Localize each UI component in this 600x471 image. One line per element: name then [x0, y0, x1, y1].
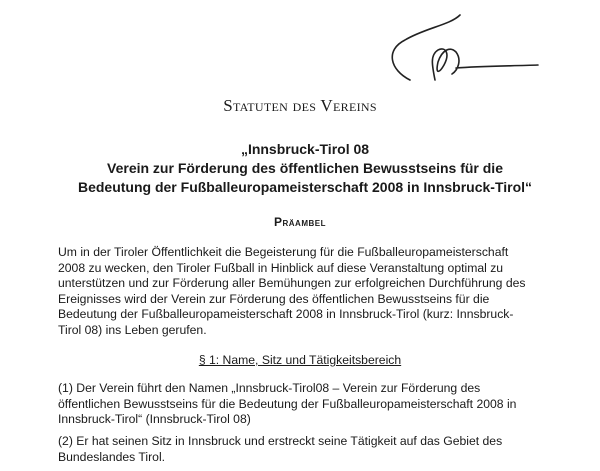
text-line: öffentlichen Bewusstseins für die Bedeutung der Fußballeuropameisterschaft 2008 in [58, 396, 517, 411]
text-line: Ereignisses wird der Verein zur Förderung des öffentlichen Bewusstseins für die [58, 291, 490, 306]
preamble-heading: Präambel [274, 215, 326, 229]
association-title [40, 140, 570, 197]
text-line: Bedeutung der Fußballeuropameisterschaft 2008 in Innsbruck-Tirol (kurz: Innsbruck- [58, 307, 514, 322]
section-1-heading: § 1: Name, Sitz und Tätigkeitsbereich [198, 353, 402, 367]
text-line: (1) Der Verein führt den Namen „Innsbruck-Tirol08 – Verein zur Förderung des [58, 381, 481, 395]
text-line: unterstützen und zur Förderung aller Bemühungen zur erfolgreichen Durchführung des [58, 276, 526, 291]
text-line: Um in der Tiroler Öffentlichkeit die Begeisterung für die Fußballeuropameisterschaft [58, 245, 509, 259]
document-title: Statuten des Vereins [223, 96, 377, 115]
text-line: Bundeslandes Tirol. [58, 449, 166, 464]
preamble-paragraph [58, 245, 588, 339]
section-1-paragraph-2 [58, 434, 588, 465]
text-line: (2) Er hat seinen Sitz in Innsbruck und erstreckt seine Tätigkeit auf das Gebiet des [58, 434, 503, 448]
association-title-line: Bedeutung der Fußballeuropameisterschaft 2008 in Innsbruck-Tirol“ [77, 179, 533, 195]
text-line: Innsbruck-Tirol“ (Innsbruck-Tirol 08) [58, 412, 251, 427]
association-title-line: Verein zur Förderung des öffentlichen Bewusstseins für die [107, 160, 503, 176]
text-line: Tirol 08) ins Leben gerufen. [58, 322, 207, 337]
text-line: 2008 zu wecken, den Tiroler Fußball in Hinblick auf diese Veranstaltung optimal zu [58, 260, 504, 275]
handwritten-signature [380, 10, 540, 90]
association-title-line: „Innsbruck-Tirol 08 [240, 141, 370, 157]
section-1-paragraph-1 [58, 381, 588, 428]
